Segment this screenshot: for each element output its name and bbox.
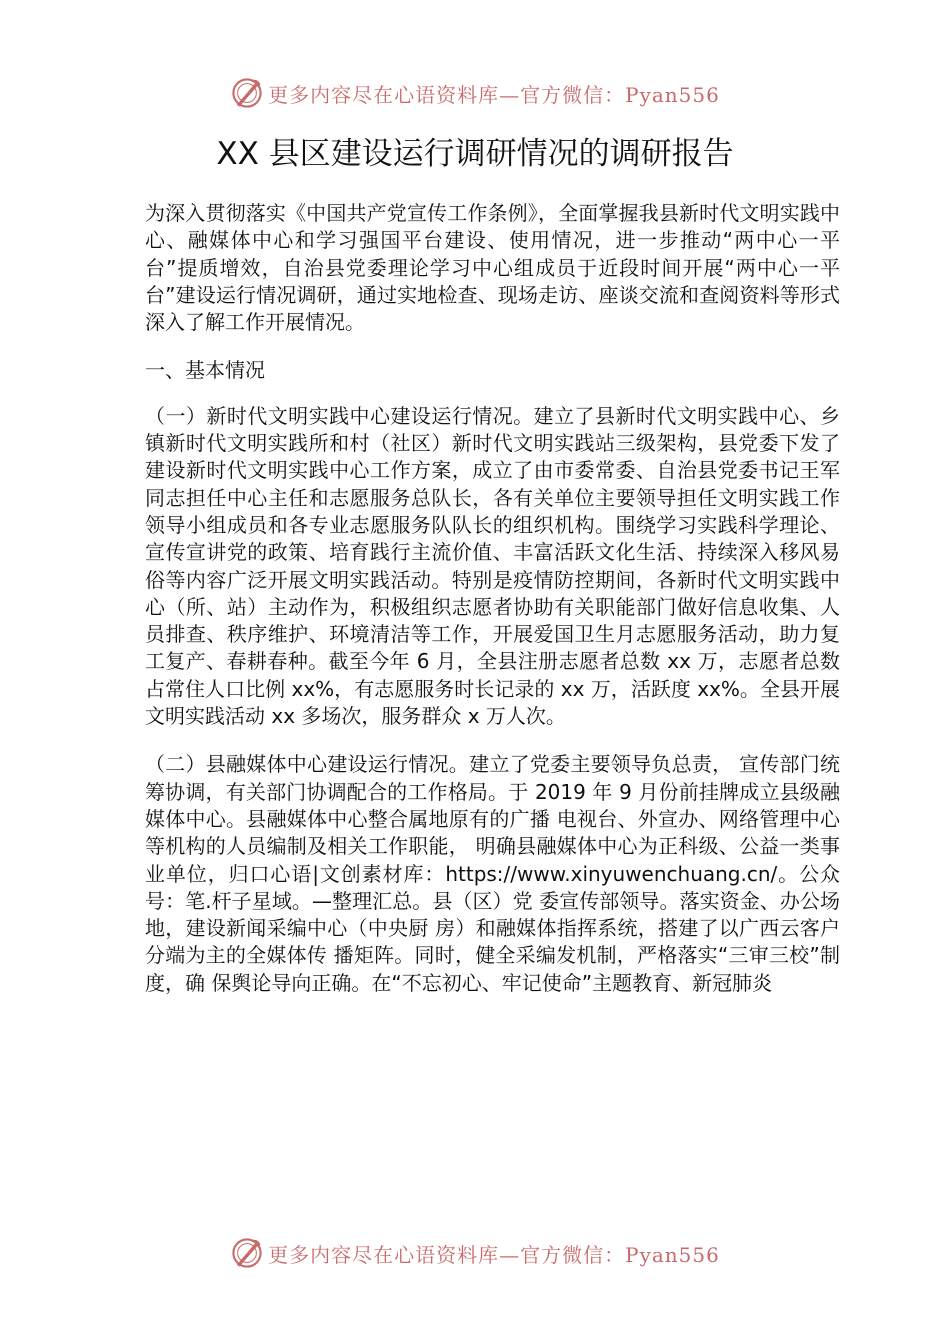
document-body — [145, 200, 840, 1018]
paragraph-media-center: （二）县融媒体中心建设运行情况。建立了党委主要领导负总责， 宣传部门统筹协调，有关部门协调配合的工作格局。于 2019 年 9 月份前挂牌成立县级融媒体中心。县融媒体中心整合属地原有的广播 电视台、外宣办、网络管理中心等机构的人员编制及相关工作职能， 明确县融媒体中心为正科级、公益一类事业单位，归口心语|文创素材库：https://www.xinyuwenchuang.cn/。公众号：笔.杆子星域。—整理汇总。县（区）党 委宣传部领导。落实资金、办公场地，建设新闻采编中心（中央厨 房）和融媒体指挥系统，搭建了以广西云客户分端为主的全媒体传 播矩阵。同时，健全采编发机制，严格落实“三审三校”制度，确 保舆论导向正确。在“不忘初心、牢记使命”主题教育、新冠肺炎 — [145, 752, 840, 995]
watermark-text-bottom: 更多内容尽在心语资料库—官方微信：Pyan556 — [268, 1242, 720, 1267]
intro-paragraph: 为深入贯彻落实《中国共产党宣传工作条例》，全面掌握我县新时代文明实践中心、融媒体中心和学习强国平台建设、使用情况，进一步推动“两中心一平台”提质增效，自治县党委理论学习中心组成员于近段时间开展“两中心一平台”建设运行情况调研，通过实地检查、现场走访、座谈交流和查阅资料等形式深入了解工作开展情况。 — [145, 201, 840, 335]
pen-logo-icon — [230, 1236, 264, 1270]
document-title: XX 县区建设运行调研情况的调研报告 — [216, 136, 734, 172]
section-heading-basic-situation: 一、基本情况 — [145, 358, 265, 383]
watermark-banner-top — [0, 73, 950, 113]
pen-logo-icon — [230, 76, 264, 110]
watermark-text-top: 更多内容尽在心语资料库—官方微信：Pyan556 — [268, 82, 720, 107]
watermark-banner-bottom — [0, 1233, 950, 1273]
paragraph-civilization-practice-center: （一）新时代文明实践中心建设运行情况。建立了县新时代文明实践中心、乡镇新时代文明实践所和村（社区）新时代文明实践站三级架构，县党委下发了建设新时代文明实践中心工作方案，成立了由市委常委、自治县党委书记王军同志担任中心主任和志愿服务总队长，各有关单位主要领导担任文明实践工作领导小组成员和各专业志愿服务队队长的组织机构。围绕学习实践科学理论、宣传宣讲党的政策、培育践行主流价值、丰富活跃文化生活、持续深入移风易俗等内容广泛开展文明实践活动。特别是疫情防控期间，各新时代文明实践中心（所、站）主动作为，积极组织志愿者协助有关职能部门做好信息收集、人员排查、秩序维护、环境清洁等工作，开展爱国卫生月志愿服务活动，助力复工复产、春耕春种。截至今年 6 月，全县注册志愿者总数 xx 万，志愿者总数占常住人口比例 xx%，有志愿服务时长记录的 xx 万，活跃度 xx%。全县开展文明实践活动 xx 多场次，服务群众 x 万人次。 — [145, 403, 840, 729]
